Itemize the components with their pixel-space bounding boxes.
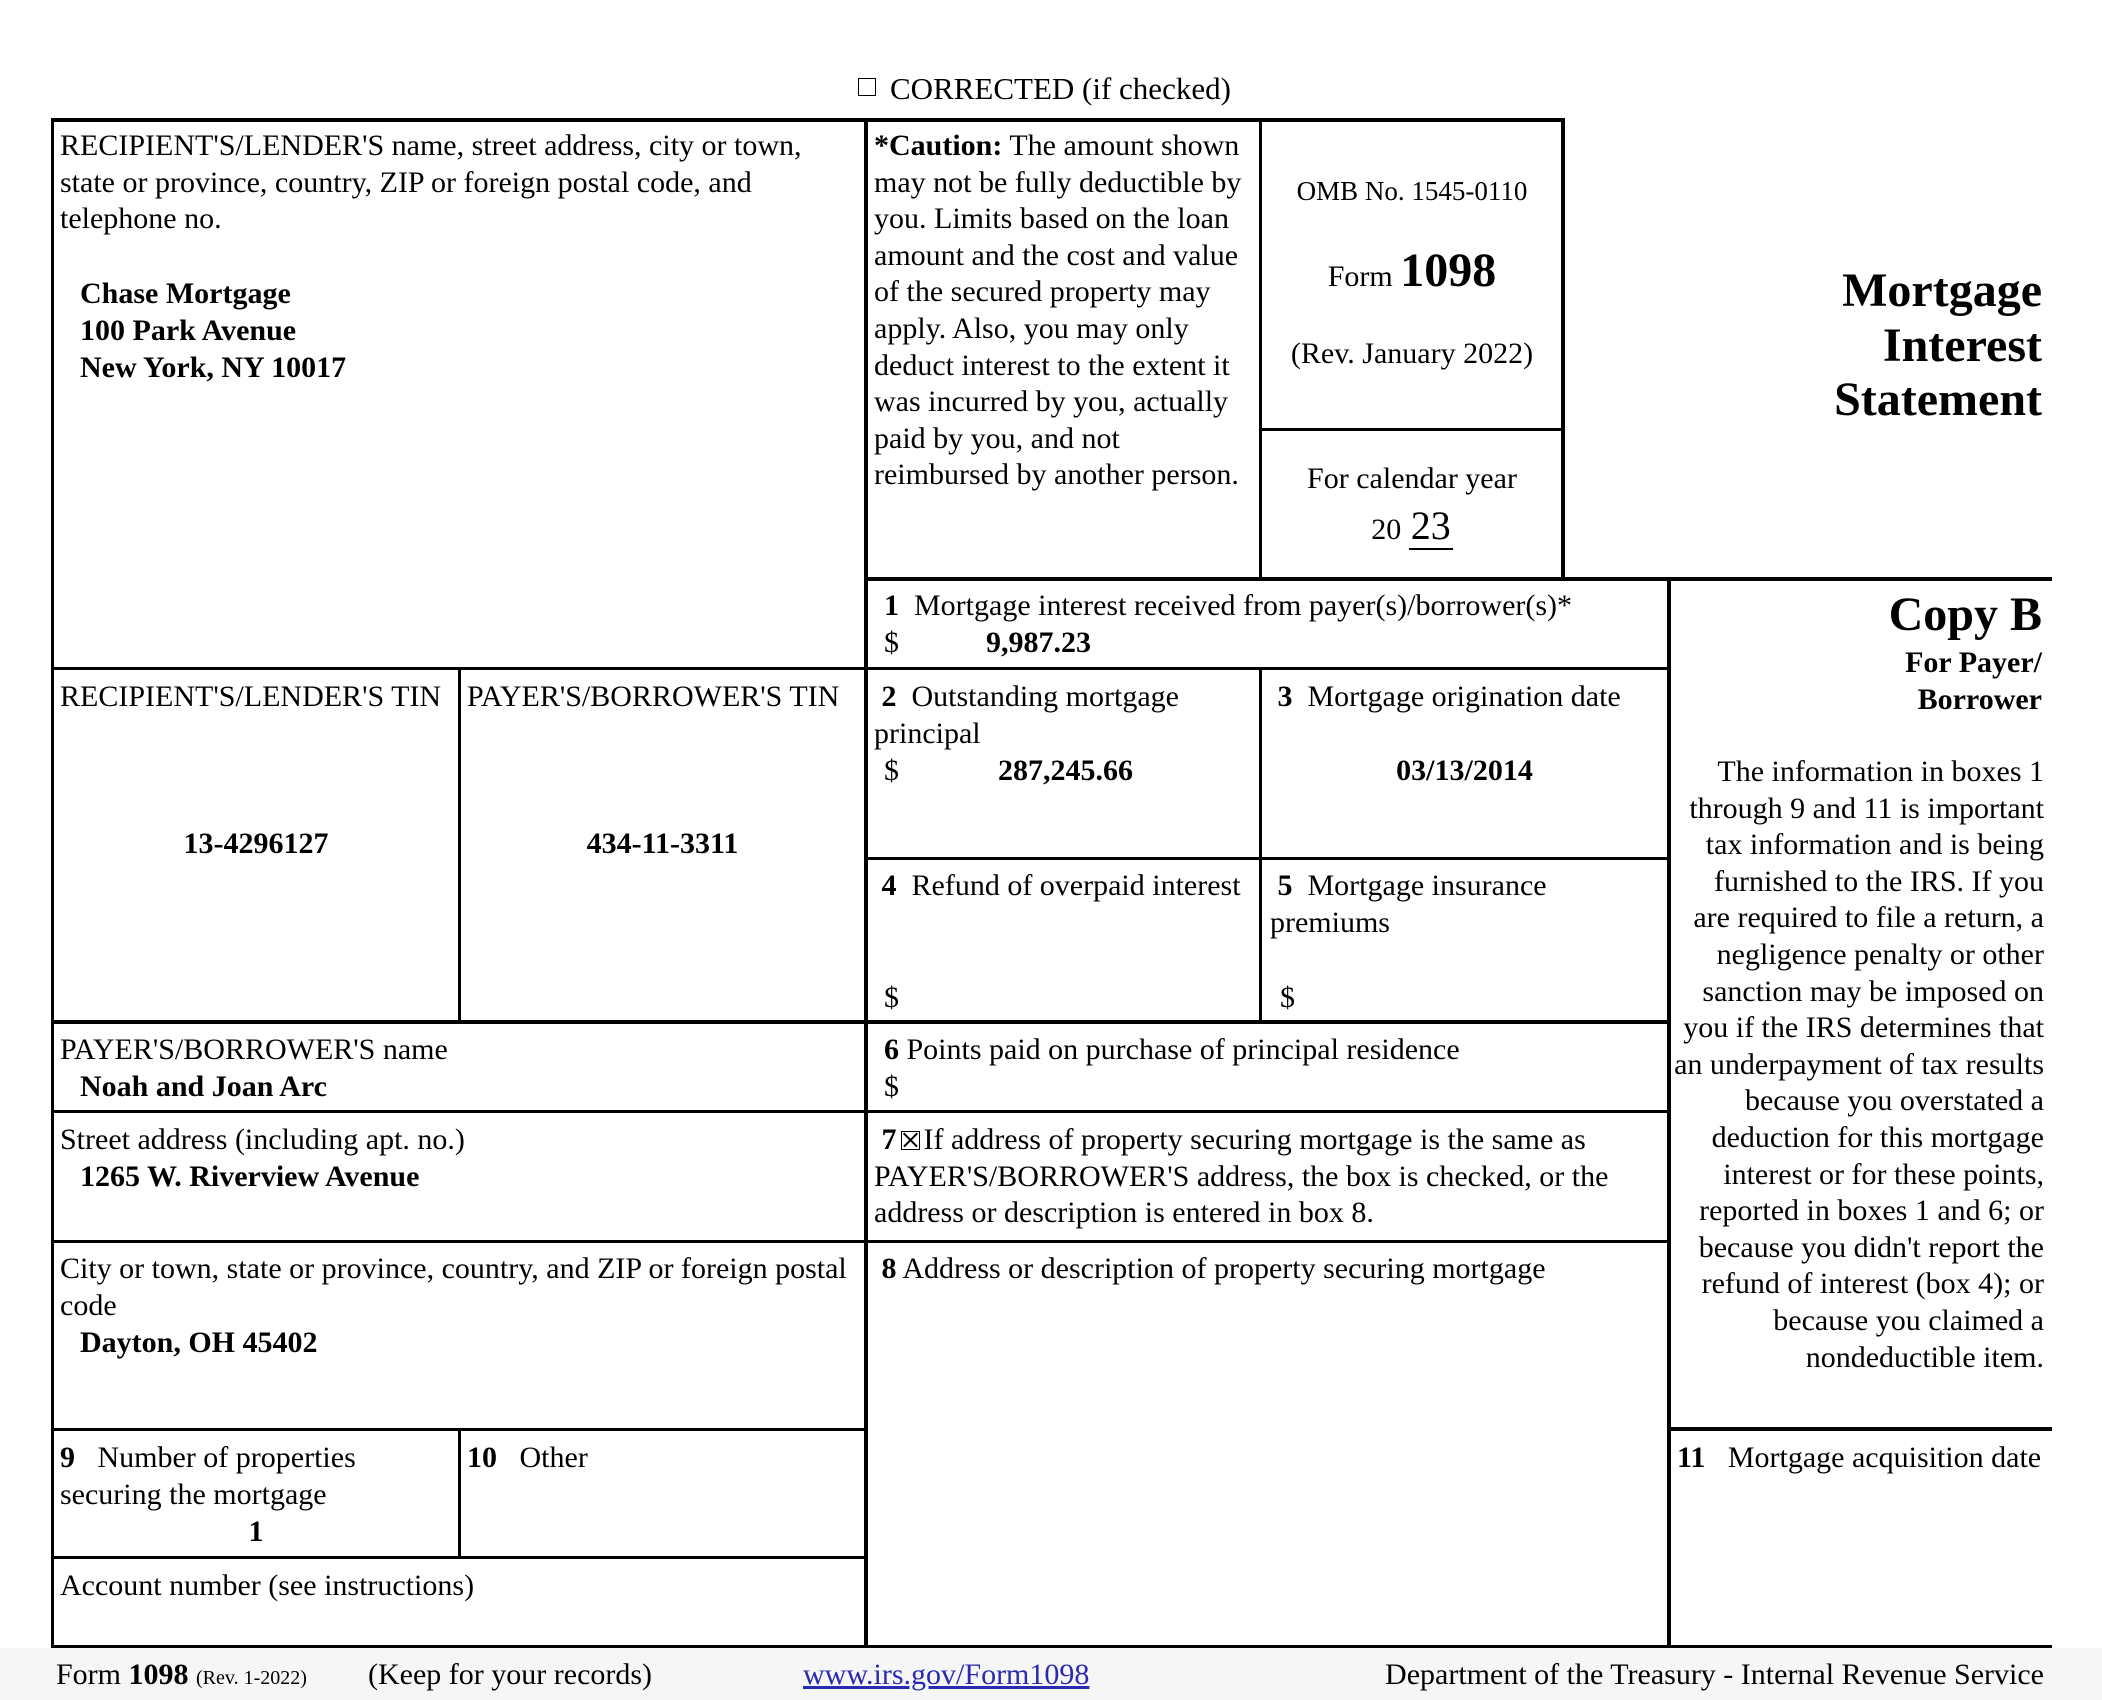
box3-text: Mortgage origination date bbox=[1307, 680, 1621, 713]
box11-number: 11 bbox=[1677, 1441, 1706, 1474]
box5-text: Mortgage insurance premiums bbox=[1270, 869, 1547, 939]
box9-value: 1 bbox=[248, 1515, 264, 1548]
box1-text: Mortgage interest received from payer(s)/borrower(s)* bbox=[914, 589, 1573, 622]
box3-number: 3 bbox=[1277, 680, 1293, 713]
form-title bbox=[1262, 242, 1562, 301]
box6-text: Points paid on purchase of principal residence bbox=[906, 1033, 1460, 1066]
rule bbox=[51, 118, 54, 1648]
box2-value: 287,245.66 bbox=[998, 754, 1133, 787]
box4-text: Refund of overpaid interest bbox=[911, 869, 1241, 902]
title-line-2: Interest bbox=[1882, 318, 2042, 372]
box2-number: 2 bbox=[881, 680, 897, 713]
caution-bold: *Caution: bbox=[874, 129, 1003, 162]
form-revision: (Rev. January 2022) bbox=[1290, 337, 1534, 370]
box7-checkbox[interactable] bbox=[901, 1131, 920, 1150]
caution-text bbox=[874, 128, 1254, 494]
box4-label bbox=[874, 868, 1254, 905]
footer-revision: (Rev. 1-2022) bbox=[196, 1667, 307, 1689]
box11-label bbox=[1677, 1440, 2047, 1477]
rule bbox=[1669, 1427, 2052, 1431]
statement-title bbox=[1580, 264, 2042, 428]
box1-value: 9,987.23 bbox=[986, 626, 1091, 659]
year-suffix: 23 bbox=[1410, 503, 1451, 548]
rule bbox=[51, 1110, 1669, 1113]
omb-number: OMB No. 1545-0110 bbox=[1296, 176, 1528, 206]
rule bbox=[51, 667, 1669, 670]
year-prefix: 20 bbox=[1371, 513, 1402, 546]
box5-number: 5 bbox=[1277, 869, 1293, 902]
payer-street: 1265 W. Riverview Avenue bbox=[80, 1160, 420, 1193]
caution-body: The amount shown may not be fully deductible by you. Limits based on the loan amount and the cost and value of the secured property may apply. Also, you may only deduct interest to the extent it was incurred by you, actually paid by you, and not reimbursed by another person. bbox=[874, 129, 1242, 492]
copy-subtitle-1: For Payer/ bbox=[1905, 646, 2042, 679]
corrected-label: CORRECTED (if checked) bbox=[890, 71, 1231, 106]
box10-label bbox=[467, 1440, 862, 1477]
calendar-year bbox=[1262, 502, 1562, 551]
box2-currency: $ bbox=[884, 754, 899, 787]
account-number-label: Account number (see instructions) bbox=[60, 1569, 475, 1602]
box8-number: 8 bbox=[881, 1252, 897, 1285]
calendar-year-label: For calendar year bbox=[1307, 462, 1517, 495]
box9-number: 9 bbox=[60, 1441, 75, 1474]
box7-label bbox=[874, 1122, 1669, 1232]
box3-value: 03/13/2014 bbox=[1396, 754, 1533, 787]
box1-label bbox=[884, 588, 1664, 625]
rule bbox=[1667, 577, 1671, 1648]
recipient-tin-value: 13-4296127 bbox=[183, 827, 329, 860]
footer-keep: (Keep for your records) bbox=[368, 1658, 653, 1691]
rule bbox=[51, 1240, 1669, 1243]
box6-label bbox=[884, 1032, 1664, 1069]
rule bbox=[458, 1428, 461, 1558]
title-line-1: Mortgage bbox=[1842, 264, 2042, 317]
payer-name: Noah and Joan Arc bbox=[80, 1070, 328, 1103]
box9-label bbox=[60, 1440, 455, 1513]
recipient-name: Chase Mortgage bbox=[80, 277, 291, 310]
box8-label bbox=[874, 1251, 1664, 1288]
rule bbox=[51, 1020, 1669, 1024]
box1-currency: $ bbox=[884, 626, 899, 659]
box10-number: 10 bbox=[467, 1441, 497, 1474]
footer-department: Department of the Treasury - Internal Revenue Service bbox=[1385, 1658, 2044, 1691]
box5-currency: $ bbox=[1280, 981, 1295, 1014]
box5-label bbox=[1270, 868, 1665, 941]
payer-city: Dayton, OH 45402 bbox=[80, 1326, 318, 1359]
corrected-checkbox[interactable] bbox=[858, 78, 876, 96]
recipient-city: New York, NY 10017 bbox=[80, 351, 347, 384]
payer-tin-label: PAYER'S/BORROWER'S TIN bbox=[467, 680, 840, 713]
copy-subtitle-2: Borrower bbox=[1917, 683, 2042, 716]
recipient-label: RECIPIENT'S/LENDER'S name, street address, city or town, state or province, country, ZIP or foreign postal code, and telephone no. bbox=[60, 129, 802, 236]
footer-form bbox=[56, 1657, 307, 1694]
box4-number: 4 bbox=[881, 869, 897, 902]
form-number: 1098 bbox=[1400, 244, 1497, 297]
box7-text: If address of property securing mortgage is the same as PAYER'S/BORROWER'S address, the box is checked, or the address or description is entered in box 8. bbox=[874, 1123, 1609, 1230]
rule bbox=[1261, 428, 1564, 431]
payer-city-label: City or town, state or province, country, and ZIP or foreign postal code bbox=[60, 1252, 847, 1322]
rule bbox=[51, 118, 1564, 122]
rule bbox=[864, 118, 868, 1648]
title-line-3: Statement bbox=[1834, 373, 2042, 427]
recipient-tin-label: RECIPIENT'S/LENDER'S TIN bbox=[60, 680, 442, 713]
footer-irs-link[interactable]: www.irs.gov/Form1098 bbox=[803, 1658, 1090, 1691]
rule bbox=[1259, 667, 1262, 1023]
box7-number: 7 bbox=[881, 1123, 897, 1156]
payer-name-label: PAYER'S/BORROWER'S name bbox=[60, 1033, 448, 1066]
footer-form-number: 1098 bbox=[128, 1658, 189, 1691]
box6-currency: $ bbox=[884, 1070, 899, 1103]
payer-street-label: Street address (including apt. no.) bbox=[60, 1123, 465, 1156]
footer-form-word: Form bbox=[56, 1658, 122, 1691]
box4-currency: $ bbox=[884, 981, 899, 1014]
box1-number: 1 bbox=[884, 589, 899, 622]
form-word: Form bbox=[1327, 260, 1393, 293]
box8-text: Address or description of property securing mortgage bbox=[902, 1252, 1546, 1285]
rule bbox=[866, 857, 1669, 860]
box6-number: 6 bbox=[884, 1033, 899, 1066]
copy-notice: The information in boxes 1 through 9 and 11 is important tax information and is being furnished to the IRS. If you are required to file a return, a negligence penalty or other sanction may be imposed on you if the IRS determines that an underpayment of tax results because you overstated a deduction for this mortgage interest or for these points, reported in boxes 1 and 6; or because you didn't report the refund of interest (box 4); or because you claimed a nondeductible item. bbox=[1674, 755, 2044, 1374]
recipient-street: 100 Park Avenue bbox=[80, 314, 297, 347]
box9-text: Number of properties securing the mortgage bbox=[60, 1441, 356, 1511]
copy-title: Copy B bbox=[1888, 588, 2042, 641]
corrected-checkbox-row[interactable] bbox=[858, 70, 1231, 108]
box2-text: Outstanding mortgage principal bbox=[874, 680, 1179, 750]
box2-label bbox=[874, 679, 1254, 752]
footer-irs-link-wrap bbox=[803, 1657, 1089, 1694]
box11-text: Mortgage acquisition date bbox=[1727, 1441, 2042, 1474]
box10-text: Other bbox=[519, 1441, 588, 1474]
payer-tin-value: 434-11-3311 bbox=[586, 827, 739, 860]
rule bbox=[866, 577, 2052, 581]
box3-label bbox=[1270, 679, 1665, 716]
